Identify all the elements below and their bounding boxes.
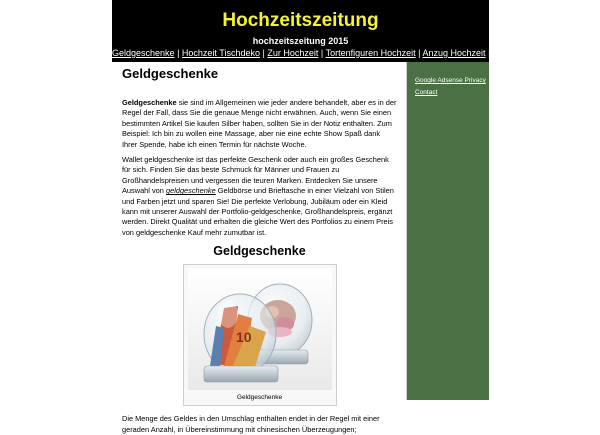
sidebar-links xyxy=(407,62,489,99)
page-title: Geldgeschenke xyxy=(122,66,219,81)
site-title[interactable]: Hochzeitszeitung xyxy=(222,10,379,31)
site-subtitle: hochzeitszeitung 2015 xyxy=(252,36,349,46)
nav-separator: | xyxy=(177,48,180,58)
money-snowglobe-image xyxy=(188,268,332,390)
nav-link-anzug-hochzeit[interactable]: Anzug Hochzeit xyxy=(422,48,486,58)
nav-link-tortenfiguren-hochzeit[interactable]: Tortenfiguren Hochzeit xyxy=(325,48,416,58)
wallet-text-a: Wallet geldgeschenke ist das perfekte Geschenk oder auch ein großes Geschenk für sich. Finden Sie das beste Schmuck für Männer und Frauen zu Großhandelspreisen und vergessen die teuren Marken. Entdecken Sie unsere Auswahl von xyxy=(122,155,389,196)
nav-separator: | xyxy=(488,48,491,58)
nav-separator: | xyxy=(262,48,265,58)
wallet-text-b: Geldbörse und Brieftasche in einer Vielzahl von Stilen und Farben jetzt und sparen Sie! Die perfekte Verlobung, Jubiläum oder ein Kleid kann mit unserer Auswahl der Portfolio-geldgeschenke, Großhandelspreis, ergänzt werden. Direkt Qualität und erhalten die gleiche Wert des Portfolios zu einem Preis von geldgeschenke Kauf mehr zumutbar ist. xyxy=(122,186,394,237)
intro-text: sie sind im Allgemeinen wie jeder andere behandelt, aber es in der Regel der Fall, dass Sie die genaue Menge nicht erwähnen. Auch, wenn Sie einen bestimmten Artikel Sie kaufen Silber haben, sollten Sie in der Notiz enthalten. Zum Beispiel: Ich bin zu wollen eine Massage, aber nie eine echte Show Spaß dank Ihrer Spende, habe ich einen Termin für nächste Woche. xyxy=(122,98,397,149)
nav-separator: | xyxy=(320,48,324,58)
intro-paragraph xyxy=(122,98,397,150)
sidebar-link-contact[interactable]: Contact xyxy=(415,89,438,96)
image-heading: Geldgeschenke xyxy=(213,244,306,259)
sidebar xyxy=(407,62,489,400)
top-navigation xyxy=(112,44,489,62)
nav-link-hochzeit-tischdeko[interactable]: Hochzeit Tischdeko xyxy=(181,48,260,58)
nav-link-geldgeschenke[interactable]: Geldgeschenke xyxy=(112,48,175,58)
nav-separator: | xyxy=(418,48,421,58)
intro-bold-term: Geldgeschenke xyxy=(122,98,177,107)
main-content xyxy=(112,62,407,434)
sidebar-link-privacy[interactable]: Google Adsense Privacy xyxy=(415,77,486,84)
sidebar-item xyxy=(415,87,489,99)
sidebar-item xyxy=(415,75,489,87)
geldgeschenke-link[interactable]: geldgeschenke xyxy=(165,186,216,196)
svg-text:10: 10 xyxy=(235,329,252,346)
wallet-paragraph xyxy=(122,155,397,238)
product-image-frame xyxy=(183,264,337,406)
nav-link-zur-hochzeit[interactable]: Zur Hochzeit xyxy=(267,48,319,58)
closing-paragraph: Die Menge des Geldes in den Umschlag enthalten endet in der Regel mit einer geraden Anzahl, in Übereinstimmung mit chinesischen Überzeugungen; xyxy=(122,414,380,434)
image-caption: Geldgeschenke xyxy=(236,394,283,402)
